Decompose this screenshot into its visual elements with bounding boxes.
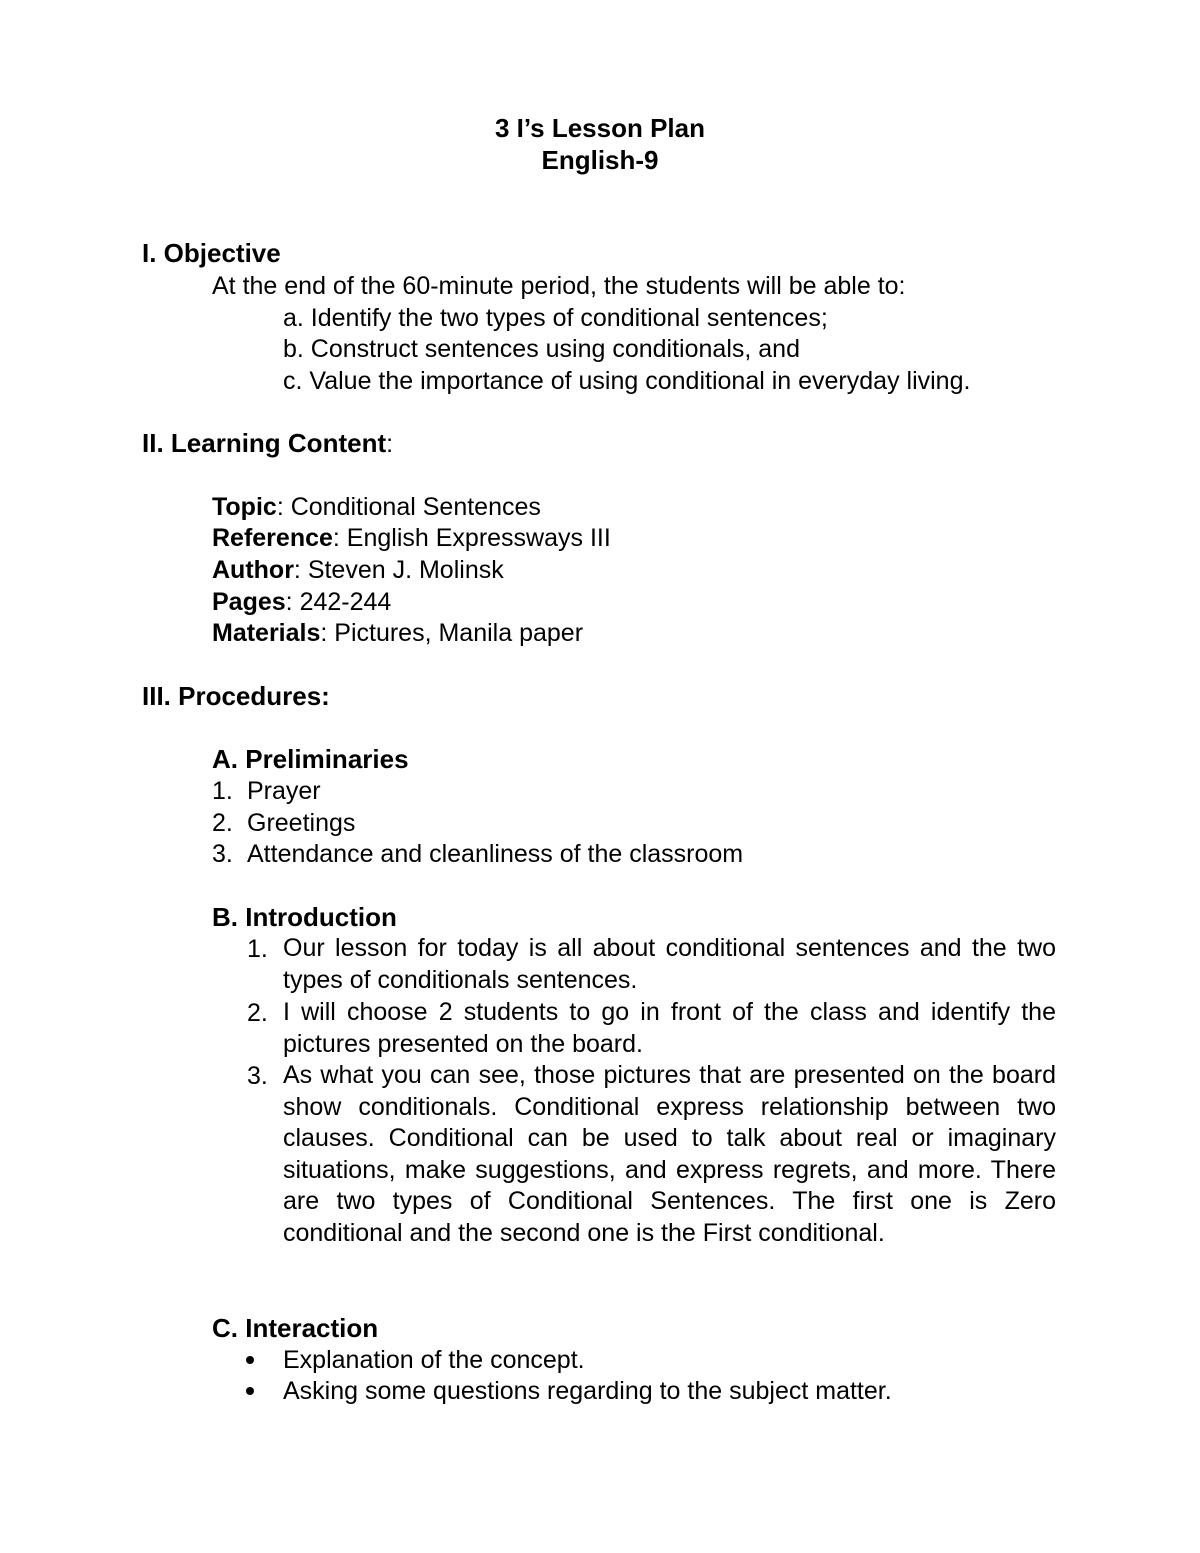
field-value: : Conditional Sentences <box>276 493 541 521</box>
field-label: Pages <box>212 588 286 616</box>
document-subtitle: English-9 <box>541 145 659 175</box>
introduction-heading: B. Introduction <box>212 902 397 932</box>
field-value: : Steven J. Molinsk <box>293 556 504 584</box>
topic-field <box>212 491 541 523</box>
list-number: 2. <box>212 809 233 837</box>
interaction-item: Asking some questions regarding to the subject matter. <box>283 1377 892 1405</box>
list-number: 3. <box>212 840 233 868</box>
author-field <box>212 554 504 586</box>
interaction-item: Explanation of the concept. <box>283 1346 585 1374</box>
materials-field <box>212 617 583 649</box>
bullet-icon <box>244 1356 256 1364</box>
reference-field <box>212 522 611 554</box>
pages-field <box>212 586 391 618</box>
field-label: Materials <box>212 619 321 647</box>
preliminaries-item: Attendance and cleanliness of the classroom <box>247 840 744 868</box>
procedures-heading: III. Procedures: <box>142 681 330 711</box>
list-number: 1. <box>247 935 268 963</box>
list-number: 1. <box>212 777 233 805</box>
field-value: : 242-244 <box>285 588 392 616</box>
objective-item: b. Construct sentences using conditionals, and <box>283 335 800 363</box>
introduction-item: I will choose 2 students to go in front of the class and identify the pictures presented on the board. <box>283 998 1056 1058</box>
interaction-heading: C. Interaction <box>212 1313 379 1343</box>
introduction-item: Our lesson for today is all about conditional sentences and the two types of conditionals sentences. <box>283 934 1056 994</box>
objective-intro: At the end of the 60-minute period, the students will be able to: <box>212 272 906 300</box>
field-value: : English Expressways III <box>332 524 611 552</box>
objective-item: a. Identify the two types of conditional sentences; <box>283 304 828 332</box>
learning-content-colon: : <box>386 430 394 458</box>
document-title: 3 I’s Lesson Plan <box>494 113 705 143</box>
bullet-icon <box>244 1387 256 1395</box>
introduction-item: As what you can see, those pictures that are presented on the board show conditionals. Conditional express relationship between two clauses. Conditional can be used to talk about real or imaginary situations, make suggestions, and express regrets, and more. There are two types of Conditional Sentences. The first one is Zero conditional and the second one is the First conditional. <box>283 1061 1056 1247</box>
field-label: Author <box>212 556 294 584</box>
field-label: Topic <box>212 493 277 521</box>
field-value: : Pictures, Manila paper <box>320 619 584 647</box>
preliminaries-item: Greetings <box>247 809 356 837</box>
preliminaries-heading: A. Preliminaries <box>212 744 409 774</box>
objective-item: c. Value the importance of using conditional in everyday living. <box>283 367 971 395</box>
list-number: 3. <box>247 1062 268 1090</box>
field-label: Reference <box>212 524 333 552</box>
learning-content-heading: II. Learning Content <box>142 428 387 458</box>
learning-content-heading-line <box>142 427 393 460</box>
objective-heading: I. Objective <box>142 238 281 268</box>
list-number: 2. <box>247 999 268 1027</box>
preliminaries-item: Prayer <box>247 777 321 805</box>
